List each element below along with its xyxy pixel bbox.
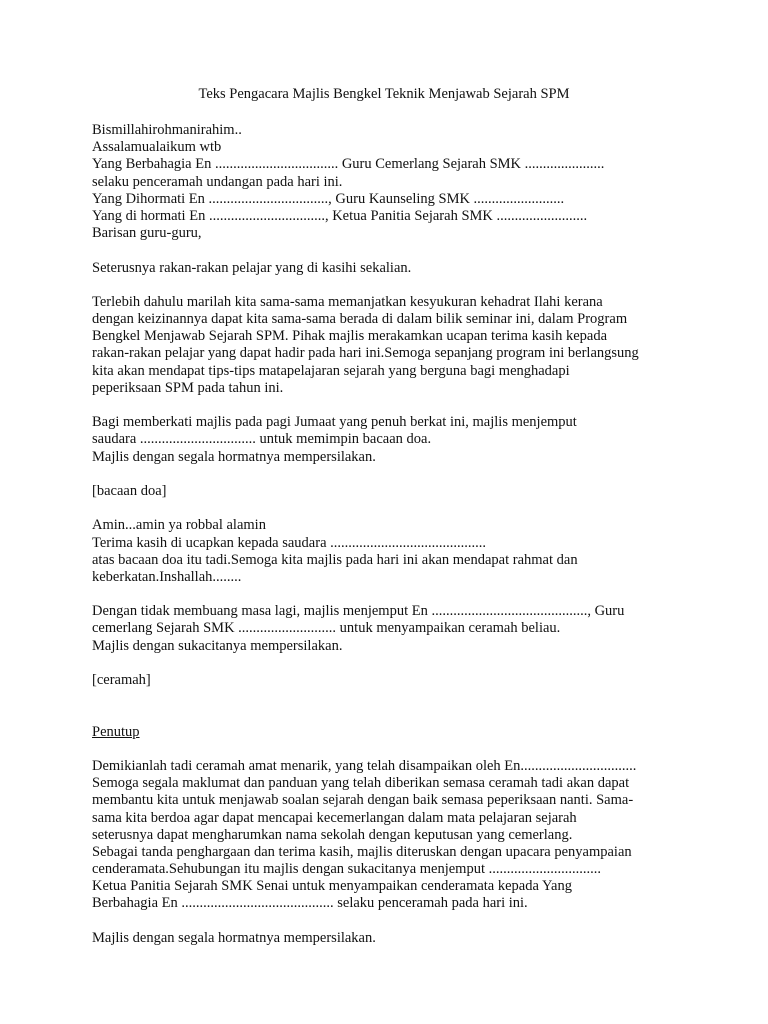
paragraph-line: Yang Dihormati En ................................., Guru Kaunseling SMK ......................... [92, 190, 565, 207]
paragraph-line: cemerlang Sejarah SMK ........................... untuk menyampaikan ceramah beliau. [92, 620, 561, 637]
talk-marker: [ceramah] [92, 672, 151, 688]
paragraph-line: membantu kita untuk menjawab soalan sejarah dengan baik semasa peperiksaan nanti. Sama- [92, 792, 634, 809]
paragraph-line: Sebagai tanda penghargaan dan terima kasih, majlis diteruskan dengan upacara penyampaian [92, 843, 632, 860]
paragraph-line: Semoga segala maklumat dan panduan yang telah diberikan semasa ceramah tadi akan dapat [92, 775, 630, 792]
prayer-invite-paragraph [92, 414, 692, 466]
talk-invite-paragraph [92, 603, 692, 655]
paragraph-line: Berbahagia En .......................................... selaku penceramah pada hari ini. [92, 895, 528, 912]
paragraph-line: kita akan mendapat tips-tips matapelajaran sejarah yang berguna bagi menghadapi [92, 362, 570, 379]
paragraph-line: selaku penceramah undangan pada hari ini. [92, 173, 343, 190]
paragraph-line: rakan-rakan pelajar yang dapat hadir pada hari ini.Semoga sepanjang program ini berlangsung [92, 345, 639, 362]
paragraph-line: Amin...amin ya robbal alamin [92, 517, 266, 534]
paragraph-line: Ketua Panitia Sejarah SMK Senai untuk menyampaikan cenderamata kepada Yang [92, 878, 572, 895]
paragraph-line: Terima kasih di ucapkan kepada saudara ........................................... [92, 534, 487, 551]
document-title: Teks Pengacara Majlis Bengkel Teknik Menjawab Sejarah SPM [198, 86, 570, 102]
paragraph-line: peperiksaan SPM pada tahun ini. [92, 379, 284, 396]
paragraph-line: dengan keizinannya dapat kita sama-sama berada di dalam bilik seminar ini, dalam Program [92, 311, 628, 328]
paragraph-line: Bagi memberkati majlis pada pagi Jumaat yang penuh berkat ini, majlis menjemput [92, 414, 577, 431]
paragraph-line: Majlis dengan segala hormatnya mempersilakan. [92, 448, 376, 465]
paragraph-line: Majlis dengan sukacitanya mempersilakan. [92, 637, 343, 654]
document-body [92, 122, 692, 947]
paragraph-line: atas bacaan doa itu tadi.Semoga kita majlis pada hari ini akan mendapat rahmat dan [92, 551, 578, 568]
after-prayer-paragraph [92, 517, 692, 586]
greeting-line: Seterusnya rakan-rakan pelajar yang di kasihi sekalian. [92, 259, 412, 276]
paragraph-line: cenderamata.Sehubungan itu majlis dengan sukacitanya menjemput ............................... [92, 861, 601, 878]
intro-paragraph [92, 294, 692, 397]
paragraph-line: Yang Berbahagia En .................................. Guru Cemerlang Sejarah SMK ...................... [92, 156, 605, 173]
paragraph-line: Terlebih dahulu marilah kita sama-sama memanjatkan kesyukuran kehadrat Ilahi kerana [92, 293, 603, 310]
paragraph-line: Barisan guru-guru, [92, 225, 202, 242]
final-line: Majlis dengan segala hormatnya mempersilakan. [92, 929, 376, 946]
closing-heading: Penutup [92, 723, 140, 740]
paragraph-line: Yang di hormati En ................................, Ketua Panitia Sejarah SMK ......................... [92, 207, 588, 224]
paragraph-line: saudara ................................ untuk memimpin bacaan doa. [92, 431, 432, 448]
paragraph-line: Dengan tidak membuang masa lagi, majlis menjemput En ..........................................., Guru [92, 603, 625, 620]
paragraph-line: Demikianlah tadi ceramah amat menarik, yang telah disampaikan oleh En................................ [92, 757, 637, 774]
paragraph-line: Bismillahirohmanirahim.. [92, 122, 242, 138]
closing-paragraph [92, 758, 692, 913]
paragraph-line: sama kita berdoa agar dapat mencapai kecemerlangan dalam mata pelajaran sejarah [92, 809, 577, 826]
prayer-marker: [bacaan doa] [92, 482, 167, 499]
opening-block [92, 122, 692, 242]
paragraph-line: Assalamualaikum wtb [92, 139, 222, 156]
paragraph-line: keberkatan.Inshallah........ [92, 568, 242, 585]
paragraph-line: Bengkel Menjawab Sejarah SPM. Pihak majlis merakamkan ucapan terima kasih kepada [92, 328, 608, 345]
paragraph-line: seterusnya dapat mengharumkan nama sekolah dengan keputusan yang cemerlang. [92, 826, 573, 843]
